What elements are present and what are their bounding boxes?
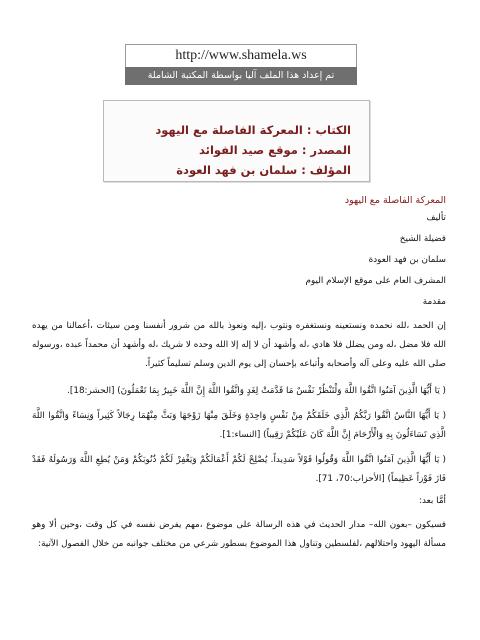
authorship-label: تأليف bbox=[426, 213, 446, 223]
book-info-box bbox=[103, 100, 370, 182]
document-title: المعركة الفاصلة مع اليهود bbox=[344, 195, 446, 206]
author-line: المؤلف : سلمان بن فهد العودة bbox=[176, 163, 351, 177]
honorific-line: فضيلة الشيخ bbox=[399, 234, 446, 244]
verse-hashr: ( يَا أَيُّهَا الَّذِينَ آمَنُوا اتَّقُوا اللَّهَ وَلْتَنْظُرْ نَفْسٌ مَا قَدَّمَتْ لِغَدٍ وَاتَّقُوا اللَّهَ إِنَّ اللَّهَ خَبِيرٌ بِمَا تَعْمَلُونَ) [الحشر:18]. bbox=[67, 386, 446, 396]
amma-baad-heading: أمَّا بعد: bbox=[419, 496, 446, 506]
verse-nisa: ( يَا أَيُّهَا النَّاسُ اتَّقُوا رَبَّكُمُ الَّذِي خَلَقَكُمْ مِنْ نَفْسٍ وَاحِدَةٍ وَخَلَقَ مِنْهَا زَوْجَهَا وَبَثَّ مِنْهُمَا رِجَالاً كَثِيراً وَنِسَاءً وَاتَّقُوا اللَّهَ الَّذِي تَسَاءَلُونَ بِهِ وَالْأَرْحَامَ إِنَّ اللَّهَ كَانَ عَلَيْكُمْ رَقِيباً) [النساء:1]. bbox=[32, 411, 446, 440]
author-name: سلمان بن فهد العودة bbox=[368, 255, 446, 265]
book-title-line: الكتاب : المعركة الفاصلة مع اليهود bbox=[155, 123, 351, 137]
verse-ahzab: ( يَا أَيُّهَا الَّذِينَ آمَنُوا اتَّقُوا اللَّهَ وَقُولُوا قَوْلاً سَدِيداً. يُصْلِحْ لَكُمْ أَعْمَالَكُمْ وَيَغْفِرْ لَكُمْ ذُنُوبَكُمْ وَمَنْ يُطِعِ اللَّهَ وَرَسُولَهُ فَقَدْ فَازَ فَوْزاً عَظِيماً) [الأحزاب:70، 71]. bbox=[32, 455, 446, 484]
introduction-heading: مقدمة bbox=[422, 297, 446, 307]
source-line: المصدر : موقع صيد الفوائد bbox=[199, 143, 351, 157]
opening-paragraph: إن الحمد ،لله نحمده ونستعينه ونستغفره ونتوب ،إليه ونعوذ بالله من شرور أنفسنا ومن سيئات ،أعمالنا من يهده الله فلا مضل ،له ومن يضلل فلا هادي ،له وأشهد أن لا إله إلا الله وحده لا شريك ،له وأشهد أن محمداً عبده ،ورسوله صلى الله عليه وعلى آله وأصحابه وأتباعه بإحسان إلى يوم الدين وسلم تسليماً كثيراً. bbox=[32, 321, 446, 369]
author-position: المشرف العام على موقع الإسلام اليوم bbox=[305, 276, 446, 286]
topic-paragraph: فسيكون –بعون الله– مدار الحديث في هذه الرسالة على موضوع ،مهم يفرض نفسه في كل وقت ،وحين ألا وهو مسألة اليهود واحتلالهم ،لفلسطين وتناول هذا الموضوع بسطور شرعي من مختلف جوانبه من خلال الفصول الآتية: bbox=[32, 520, 446, 549]
library-banner: تم إعداد هذا الملف آليا بواسطة المكتبة الشاملة bbox=[125, 67, 357, 85]
website-url[interactable]: http://www.shamela.ws bbox=[125, 44, 357, 68]
document-body bbox=[32, 195, 446, 562]
